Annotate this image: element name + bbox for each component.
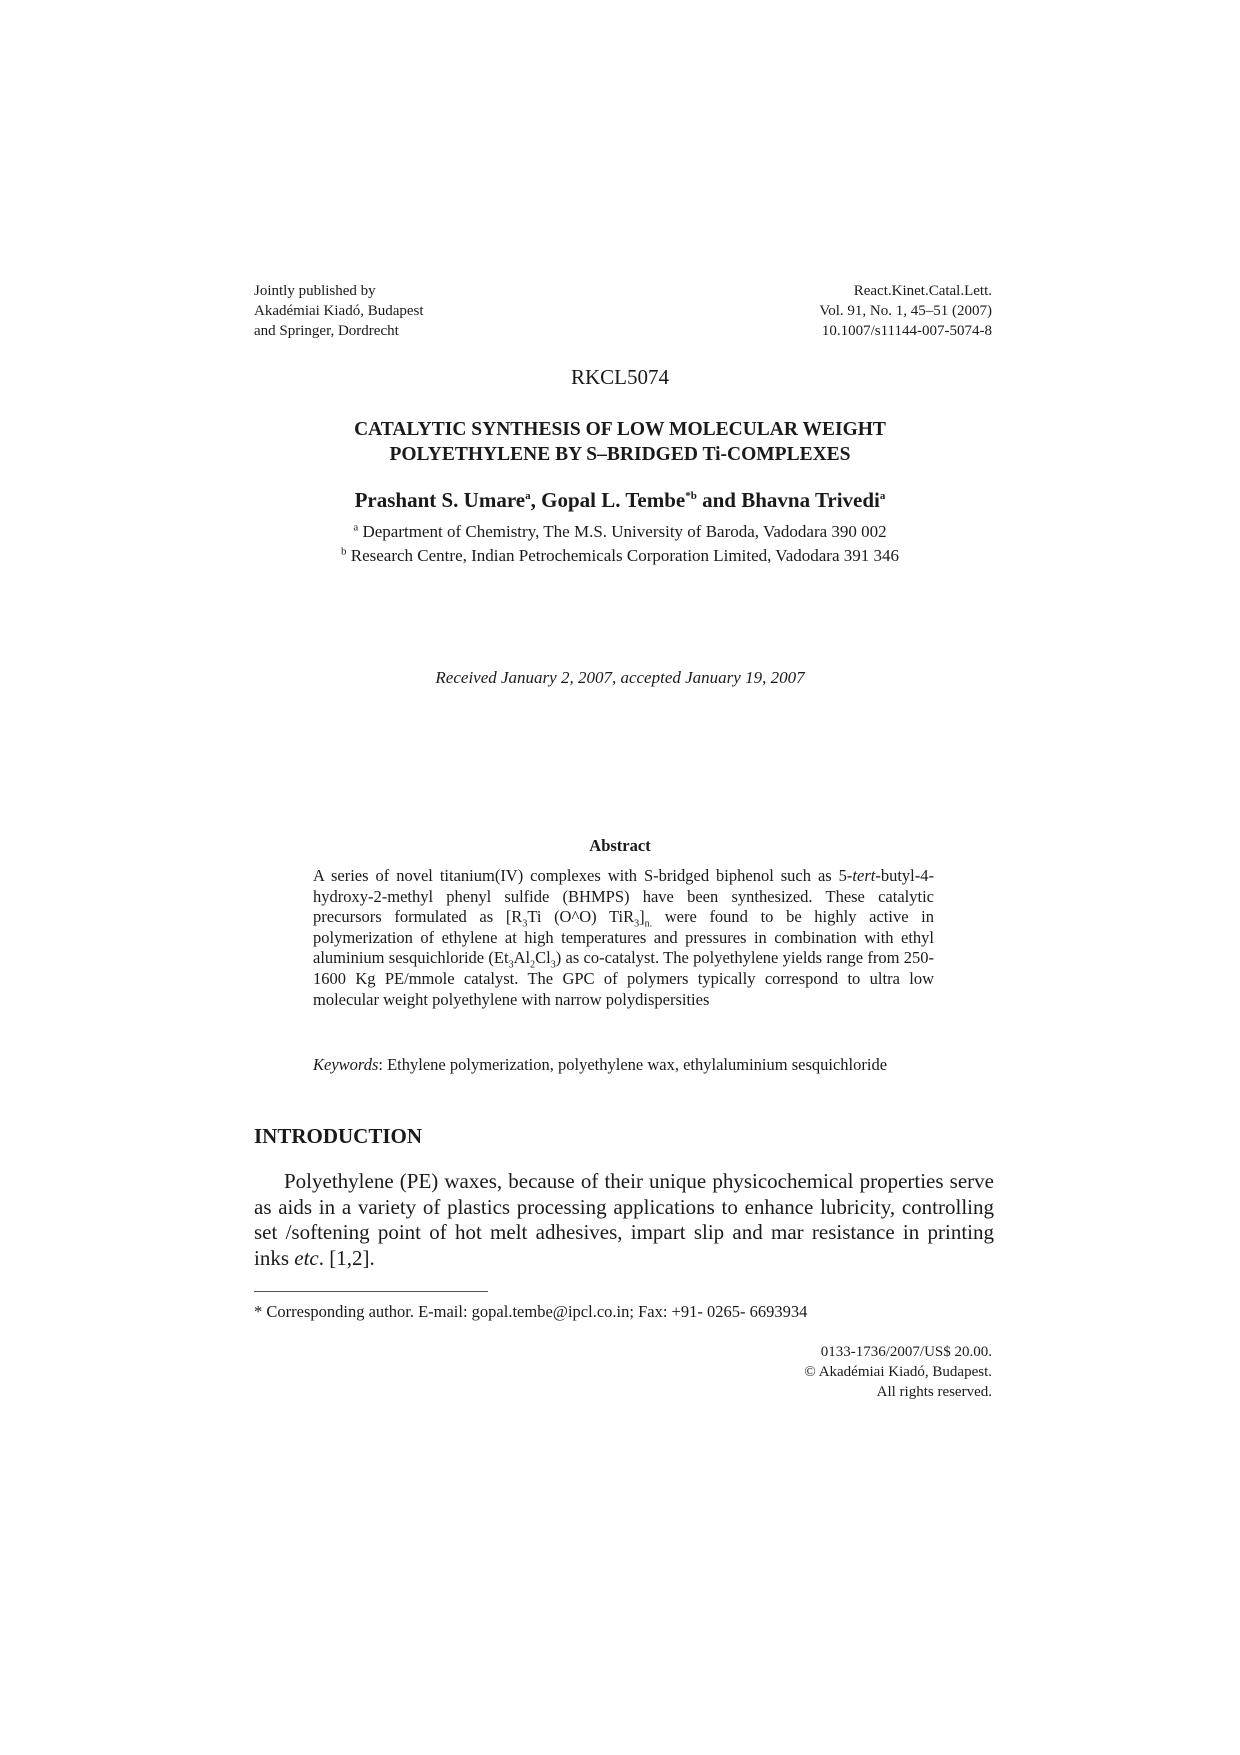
- copyright-block: [672, 1342, 992, 1402]
- copyright-line: All rights reserved.: [876, 1384, 992, 1400]
- section-heading: INTRODUCTION: [254, 1124, 423, 1148]
- affiliation-mark: b: [341, 545, 347, 558]
- copyright-line: © Akadémiai Kiadó, Budapest.: [804, 1364, 992, 1380]
- received-dates: Received January 2, 2007, accepted January 19, 2007: [435, 668, 805, 687]
- keywords-text: : Ethylene polymerization, polyethylene wax, ethylaluminium sesquichloride: [378, 1055, 888, 1074]
- author-name: Bhavna Trivedi: [741, 488, 880, 512]
- article-code: RKCL5074: [570, 365, 669, 389]
- author-affiliation-mark: *b: [685, 490, 697, 502]
- abstract-text: were found to be highly active in polymerization of ethylene at high temperatures and pressures in combination with ethyl aluminium sesquichloride (Et: [313, 907, 935, 968]
- author-name: Prashant S. Umare: [354, 488, 526, 512]
- author-list: Prashant S. Umare$^a$, Gopal L. Tembe$^{*b}$ and Bhavna Trivedi$^a$: [354, 488, 886, 512]
- paper-title: [0, 417, 1240, 467]
- journal-block: [672, 281, 992, 341]
- corresponding-author-footnote: * Corresponding author. E-mail: gopal.tembe@ipcl.co.in; Fax: +91- 0265- 6693934: [254, 1302, 808, 1321]
- abstract-heading: Abstract: [589, 836, 651, 855]
- affiliation-text: Research Centre, Indian Petrochemicals Corporation Limited, Vadodara 391 346: [350, 546, 899, 565]
- subscript: n.: [644, 918, 653, 930]
- publisher-block: [254, 281, 554, 341]
- keywords: [313, 1055, 934, 1076]
- copyright-line: 0133-1736/2007/US$ 20.00.: [820, 1344, 992, 1360]
- author-conjunction: and: [702, 488, 736, 512]
- abstract-emphasis: tert: [852, 866, 876, 885]
- affiliation: [0, 521, 1240, 543]
- publisher-line: Jointly published by: [254, 283, 376, 299]
- paragraph-emphasis: etc: [294, 1245, 319, 1270]
- journal-doi: 10.1007/s11144-007-5074-8: [821, 323, 992, 339]
- journal-name: React.Kinet.Catal.Lett.: [853, 283, 992, 299]
- journal-volume: Vol. 91, No. 1, 45–51 (2007): [819, 303, 992, 319]
- publisher-line: and Springer, Dordrecht: [254, 323, 399, 339]
- intro-paragraph: [254, 1169, 994, 1271]
- subscript: 3: [522, 918, 528, 930]
- subscript: 3: [634, 918, 640, 930]
- abstract-text: ) as co-catalyst. The polyethylene yields range from 250-1600 Kg PE/mmole catalyst. The GPC of polymers typically correspond to ultra low molecular weight polyethylene with narrow polydispersities: [313, 948, 934, 1009]
- subscript: 2: [530, 959, 536, 971]
- author-affiliation-mark: a: [879, 490, 886, 502]
- abstract-body: [313, 866, 934, 1010]
- affiliation: [0, 545, 1240, 567]
- author-name: Gopal L. Tembe: [541, 488, 686, 512]
- affiliation-text: Department of Chemistry, The M.S. University of Baroda, Vadodara 390 002: [362, 522, 887, 541]
- abstract-text: Ti (O^O) TiR: [527, 907, 635, 927]
- abstract-text: ]: [639, 907, 645, 927]
- abstract-text: -butyl-4-hydroxy-2-methyl phenyl sulfide (BHMPS) have been synthesized. These catalytic precursors formulated as [R: [313, 866, 934, 927]
- title-line: CATALYTIC SYNTHESIS OF LOW MOLECULAR WEIGHT: [354, 419, 886, 440]
- title-line: POLYETHYLENE BY S–BRIDGED Ti-COMPLEXES: [389, 444, 851, 465]
- paragraph-text: Polyethylene (PE) waxes, because of their unique physicochemical properties serve as aids in a variety of plastics processing applications to enhance lubricity, controlling set /softening point of hot melt adhesives, impart slip and mar resistance in printing inks: [254, 1169, 994, 1270]
- subscript: 3: [508, 959, 514, 971]
- abstract-text: Al: [513, 948, 531, 968]
- affiliation-mark: a: [353, 521, 359, 534]
- abstract-text: Cl: [535, 948, 551, 968]
- author-affiliation-mark: a: [525, 490, 531, 502]
- abstract-text: A series of novel titanium(IV) complexes with S-bridged biphenol such as 5-: [313, 866, 853, 885]
- keywords-label: Keywords: [313, 1055, 379, 1074]
- publisher-line: Akadémiai Kiadó, Budapest: [254, 303, 424, 319]
- paragraph-text: . [1,2].: [318, 1245, 375, 1270]
- subscript: 3: [550, 959, 556, 971]
- footnote-divider: [254, 1291, 488, 1292]
